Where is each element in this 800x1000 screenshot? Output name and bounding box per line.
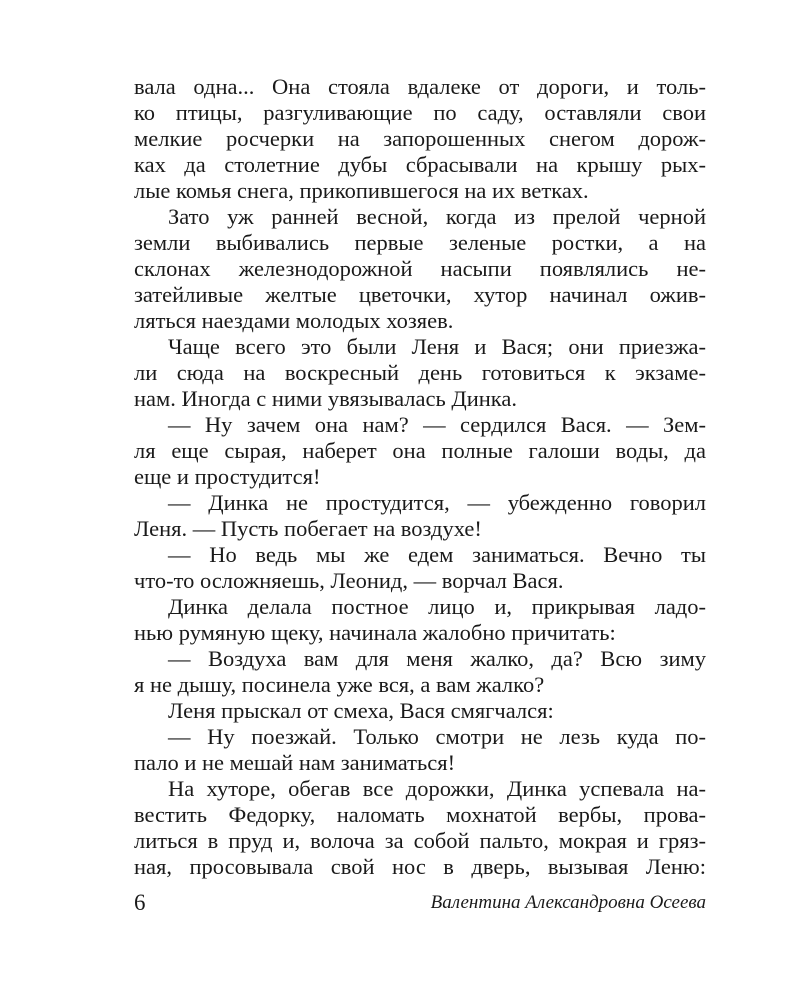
text-line: — Ну поезжай. Только смотри не лезь куда по- (168, 724, 706, 749)
text-line: ная, просовывала свой нос в дверь, вызывая Леню: (134, 854, 706, 879)
text-line: вала одна... Она стояла вдалеке от дороги, и толь- (134, 74, 706, 99)
text-line: — Динка не простудится, — убежденно говорил (168, 490, 706, 515)
text-line: пало и не мешай нам заниматься! (134, 750, 456, 775)
text-line: лые комья снега, прикопившегося на их ветках. (134, 178, 589, 203)
text-line: вестить Федорку, наломать мохнатой вербы, прова- (134, 802, 706, 827)
text-line: — Но ведь мы же едем заниматься. Вечно ты (168, 542, 706, 567)
text-line: ко птицы, разгуливающие по саду, оставляли свои (134, 100, 706, 125)
page-number: 6 (134, 890, 146, 915)
text-line: склонах железнодорожной насыпи появлялись не- (134, 256, 706, 281)
text-line: Чаще всего это были Леня и Вася; они приезжа- (168, 334, 706, 359)
text-line: мелкие росчерки на запорошенных снегом дорож- (134, 126, 706, 151)
text-line: ках да столетние дубы сбрасывали на крышу рых- (134, 152, 706, 177)
text-line: еще и простудится! (134, 464, 321, 489)
running-title-author: Валентина Александровна Осеева (430, 892, 706, 913)
text-line: Зато уж ранней весной, когда из прелой черной (168, 204, 706, 229)
text-line: литься в пруд и, волоча за собой пальто, мокрая и гряз- (134, 828, 706, 853)
text-line: — Ну зачем она нам? — сердился Вася. — Зем- (168, 412, 706, 437)
body-text (134, 74, 706, 880)
text-line: Леня прыскал от смеха, Вася смягчался: (168, 698, 554, 723)
text-line: нью румяную щеку, начинала жалобно причитать: (134, 620, 616, 645)
text-line: Динка делала постное лицо и, прикрывая ладо- (168, 594, 706, 619)
text-line: ли сюда на воскресный день готовиться к экзаме- (134, 360, 706, 385)
page-footer (134, 890, 706, 920)
text-line: я не дышу, посинела уже вся, а вам жалко? (134, 672, 545, 697)
text-line: что-то осложняешь, Леонид, — ворчал Вася. (134, 568, 564, 593)
text-line: На хуторе, обегав все дорожки, Динка успевала на- (168, 776, 706, 801)
text-line: земли выбивались первые зеленые ростки, а на (134, 230, 706, 255)
text-line: затейливые желтые цветочки, хутор начинал ожив- (134, 282, 706, 307)
text-line: нам. Иногда с ними увязывалась Динка. (134, 386, 517, 411)
text-line: ляться наездами молодых хозяев. (134, 308, 454, 333)
text-line: — Воздуха вам для меня жалко, да? Всю зиму (168, 646, 706, 671)
text-line: ля еще сырая, наберет она полные галоши воды, да (134, 438, 706, 463)
text-line: Леня. — Пусть побегает на воздухе! (134, 516, 482, 541)
